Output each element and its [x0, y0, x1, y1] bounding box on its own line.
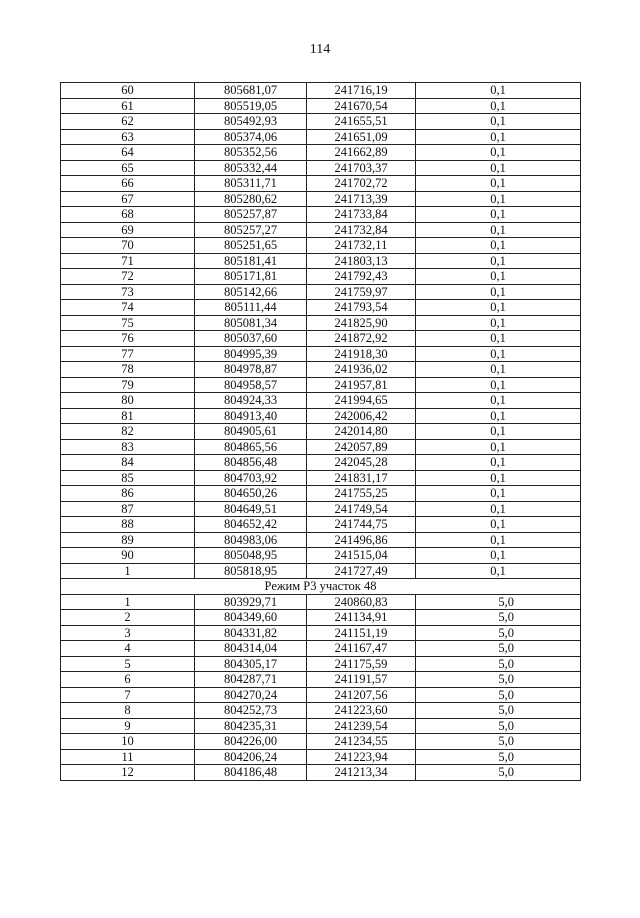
value-cell: 5,0	[416, 734, 581, 750]
table-row	[61, 145, 581, 161]
point-number-cell: 12	[61, 765, 195, 781]
x-coordinate-cell: 805374,06	[195, 129, 307, 145]
y-coordinate-cell: 241223,94	[307, 749, 416, 765]
y-coordinate-cell: 241793,54	[307, 300, 416, 316]
y-coordinate-cell: 241662,89	[307, 145, 416, 161]
y-coordinate-cell: 241733,84	[307, 207, 416, 223]
table-row	[61, 284, 581, 300]
y-coordinate-cell: 241207,56	[307, 687, 416, 703]
point-number-cell: 78	[61, 362, 195, 378]
value-cell: 0,1	[416, 393, 581, 409]
y-coordinate-cell: 241716,19	[307, 83, 416, 99]
point-number-cell: 82	[61, 424, 195, 440]
point-number-cell: 65	[61, 160, 195, 176]
x-coordinate-cell: 804995,39	[195, 346, 307, 362]
x-coordinate-cell: 804865,56	[195, 439, 307, 455]
y-coordinate-cell: 241759,97	[307, 284, 416, 300]
value-cell: 5,0	[416, 672, 581, 688]
y-coordinate-cell: 241994,65	[307, 393, 416, 409]
value-cell: 5,0	[416, 718, 581, 734]
y-coordinate-cell: 241703,37	[307, 160, 416, 176]
value-cell: 0,1	[416, 222, 581, 238]
table-row	[61, 532, 581, 548]
point-number-cell: 7	[61, 687, 195, 703]
point-number-cell: 81	[61, 408, 195, 424]
x-coordinate-cell: 804856,48	[195, 455, 307, 471]
table-row	[61, 377, 581, 393]
y-coordinate-cell: 241792,43	[307, 269, 416, 285]
point-number-cell: 2	[61, 610, 195, 626]
table-row	[61, 765, 581, 781]
point-number-cell: 61	[61, 98, 195, 114]
y-coordinate-cell: 241239,54	[307, 718, 416, 734]
section-row	[61, 579, 581, 595]
value-cell: 0,1	[416, 253, 581, 269]
y-coordinate-cell: 241732,84	[307, 222, 416, 238]
page-number: 114	[309, 42, 331, 57]
table-row	[61, 160, 581, 176]
y-coordinate-cell: 241872,92	[307, 331, 416, 347]
x-coordinate-cell: 805332,44	[195, 160, 307, 176]
table-row	[61, 718, 581, 734]
x-coordinate-cell: 804913,40	[195, 408, 307, 424]
value-cell: 0,1	[416, 517, 581, 533]
point-number-cell: 89	[61, 532, 195, 548]
table-body-part1	[61, 83, 581, 579]
point-number-cell: 79	[61, 377, 195, 393]
value-cell: 0,1	[416, 331, 581, 347]
x-coordinate-cell: 803929,71	[195, 594, 307, 610]
y-coordinate-cell: 242045,28	[307, 455, 416, 471]
y-coordinate-cell: 241918,30	[307, 346, 416, 362]
point-number-cell: 80	[61, 393, 195, 409]
table-row	[61, 734, 581, 750]
point-number-cell: 5	[61, 656, 195, 672]
point-number-cell: 72	[61, 269, 195, 285]
x-coordinate-cell: 805037,60	[195, 331, 307, 347]
x-coordinate-cell: 804905,61	[195, 424, 307, 440]
table-row	[61, 408, 581, 424]
value-cell: 0,1	[416, 362, 581, 378]
y-coordinate-cell: 241727,49	[307, 563, 416, 579]
value-cell: 0,1	[416, 455, 581, 471]
point-number-cell: 63	[61, 129, 195, 145]
y-coordinate-cell: 241234,55	[307, 734, 416, 750]
value-cell: 5,0	[416, 594, 581, 610]
table-row	[61, 486, 581, 502]
y-coordinate-cell: 241702,72	[307, 176, 416, 192]
x-coordinate-cell: 804270,24	[195, 687, 307, 703]
y-coordinate-cell: 241655,51	[307, 114, 416, 130]
x-coordinate-cell: 804331,82	[195, 625, 307, 641]
value-cell: 0,1	[416, 114, 581, 130]
x-coordinate-cell: 804235,31	[195, 718, 307, 734]
point-number-cell: 1	[61, 563, 195, 579]
table-row	[61, 548, 581, 564]
value-cell: 5,0	[416, 703, 581, 719]
table-row	[61, 83, 581, 99]
table-row	[61, 610, 581, 626]
value-cell: 0,1	[416, 129, 581, 145]
x-coordinate-cell: 804983,06	[195, 532, 307, 548]
value-cell: 0,1	[416, 486, 581, 502]
table-row	[61, 315, 581, 331]
x-coordinate-cell: 804703,92	[195, 470, 307, 486]
y-coordinate-cell: 240860,83	[307, 594, 416, 610]
y-coordinate-cell: 241191,57	[307, 672, 416, 688]
x-coordinate-cell: 804287,71	[195, 672, 307, 688]
value-cell: 5,0	[416, 641, 581, 657]
x-coordinate-cell: 805181,41	[195, 253, 307, 269]
x-coordinate-cell: 805081,34	[195, 315, 307, 331]
x-coordinate-cell: 804314,04	[195, 641, 307, 657]
y-coordinate-cell: 241151,19	[307, 625, 416, 641]
table-row	[61, 455, 581, 471]
x-coordinate-cell: 805311,71	[195, 176, 307, 192]
table-row	[61, 625, 581, 641]
x-coordinate-cell: 805519,05	[195, 98, 307, 114]
value-cell: 0,1	[416, 160, 581, 176]
point-number-cell: 73	[61, 284, 195, 300]
point-number-cell: 69	[61, 222, 195, 238]
point-number-cell: 62	[61, 114, 195, 130]
y-coordinate-cell: 241651,09	[307, 129, 416, 145]
point-number-cell: 67	[61, 191, 195, 207]
value-cell: 5,0	[416, 610, 581, 626]
x-coordinate-cell: 805142,66	[195, 284, 307, 300]
y-coordinate-cell: 241825,90	[307, 315, 416, 331]
table-row	[61, 129, 581, 145]
table-row	[61, 594, 581, 610]
point-number-cell: 6	[61, 672, 195, 688]
value-cell: 0,1	[416, 191, 581, 207]
value-cell: 0,1	[416, 408, 581, 424]
table-row	[61, 98, 581, 114]
table-row	[61, 238, 581, 254]
y-coordinate-cell: 241175,59	[307, 656, 416, 672]
y-coordinate-cell: 241957,81	[307, 377, 416, 393]
table-row	[61, 672, 581, 688]
x-coordinate-cell: 804206,24	[195, 749, 307, 765]
value-cell: 0,1	[416, 176, 581, 192]
point-number-cell: 70	[61, 238, 195, 254]
table-row	[61, 501, 581, 517]
x-coordinate-cell: 804305,17	[195, 656, 307, 672]
point-number-cell: 75	[61, 315, 195, 331]
y-coordinate-cell: 241223,60	[307, 703, 416, 719]
point-number-cell: 10	[61, 734, 195, 750]
coordinates-table	[60, 82, 581, 781]
point-number-cell: 86	[61, 486, 195, 502]
x-coordinate-cell: 805251,65	[195, 238, 307, 254]
x-coordinate-cell: 805681,07	[195, 83, 307, 99]
table-row	[61, 300, 581, 316]
point-number-cell: 60	[61, 83, 195, 99]
table-row	[61, 687, 581, 703]
y-coordinate-cell: 241213,34	[307, 765, 416, 781]
value-cell: 0,1	[416, 145, 581, 161]
section-header-body	[61, 579, 581, 595]
x-coordinate-cell: 804252,73	[195, 703, 307, 719]
point-number-cell: 66	[61, 176, 195, 192]
value-cell: 0,1	[416, 315, 581, 331]
x-coordinate-cell: 805280,62	[195, 191, 307, 207]
y-coordinate-cell: 241755,25	[307, 486, 416, 502]
value-cell: 0,1	[416, 284, 581, 300]
section-title: Режим Р3 участок 48	[61, 579, 581, 595]
x-coordinate-cell: 804649,51	[195, 501, 307, 517]
point-number-cell: 90	[61, 548, 195, 564]
table-row	[61, 393, 581, 409]
x-coordinate-cell: 804958,57	[195, 377, 307, 393]
table-row	[61, 191, 581, 207]
value-cell: 5,0	[416, 687, 581, 703]
point-number-cell: 1	[61, 594, 195, 610]
y-coordinate-cell: 242057,89	[307, 439, 416, 455]
value-cell: 0,1	[416, 439, 581, 455]
value-cell: 0,1	[416, 207, 581, 223]
table-row	[61, 346, 581, 362]
point-number-cell: 77	[61, 346, 195, 362]
y-coordinate-cell: 242014,80	[307, 424, 416, 440]
x-coordinate-cell: 804650,26	[195, 486, 307, 502]
value-cell: 0,1	[416, 501, 581, 517]
table-row	[61, 253, 581, 269]
x-coordinate-cell: 804226,00	[195, 734, 307, 750]
x-coordinate-cell: 804349,60	[195, 610, 307, 626]
value-cell: 0,1	[416, 377, 581, 393]
table-body-part2	[61, 594, 581, 780]
point-number-cell: 83	[61, 439, 195, 455]
value-cell: 0,1	[416, 98, 581, 114]
value-cell: 0,1	[416, 346, 581, 362]
y-coordinate-cell: 241732,11	[307, 238, 416, 254]
table-row	[61, 362, 581, 378]
value-cell: 0,1	[416, 269, 581, 285]
x-coordinate-cell: 804186,48	[195, 765, 307, 781]
y-coordinate-cell: 241496,86	[307, 532, 416, 548]
point-number-cell: 11	[61, 749, 195, 765]
y-coordinate-cell: 241936,02	[307, 362, 416, 378]
point-number-cell: 71	[61, 253, 195, 269]
table-row	[61, 114, 581, 130]
x-coordinate-cell: 805818,95	[195, 563, 307, 579]
point-number-cell: 87	[61, 501, 195, 517]
y-coordinate-cell: 241749,54	[307, 501, 416, 517]
point-number-cell: 4	[61, 641, 195, 657]
point-number-cell: 76	[61, 331, 195, 347]
x-coordinate-cell: 804978,87	[195, 362, 307, 378]
table-row	[61, 207, 581, 223]
table-row	[61, 517, 581, 533]
table-row	[61, 222, 581, 238]
x-coordinate-cell: 805111,44	[195, 300, 307, 316]
point-number-cell: 74	[61, 300, 195, 316]
value-cell: 5,0	[416, 625, 581, 641]
value-cell: 5,0	[416, 749, 581, 765]
x-coordinate-cell: 805257,27	[195, 222, 307, 238]
table-row	[61, 424, 581, 440]
table-row	[61, 749, 581, 765]
table-row	[61, 656, 581, 672]
x-coordinate-cell: 805048,95	[195, 548, 307, 564]
value-cell: 0,1	[416, 238, 581, 254]
point-number-cell: 68	[61, 207, 195, 223]
point-number-cell: 3	[61, 625, 195, 641]
y-coordinate-cell: 241167,47	[307, 641, 416, 657]
table-row	[61, 176, 581, 192]
table-row	[61, 703, 581, 719]
point-number-cell: 64	[61, 145, 195, 161]
y-coordinate-cell: 241713,39	[307, 191, 416, 207]
point-number-cell: 88	[61, 517, 195, 533]
x-coordinate-cell: 805492,93	[195, 114, 307, 130]
value-cell: 0,1	[416, 563, 581, 579]
table-row	[61, 269, 581, 285]
table-row	[61, 331, 581, 347]
value-cell: 0,1	[416, 83, 581, 99]
value-cell: 0,1	[416, 470, 581, 486]
value-cell: 0,1	[416, 532, 581, 548]
table-row	[61, 641, 581, 657]
value-cell: 0,1	[416, 548, 581, 564]
y-coordinate-cell: 241670,54	[307, 98, 416, 114]
x-coordinate-cell: 805352,56	[195, 145, 307, 161]
table-row	[61, 470, 581, 486]
value-cell: 5,0	[416, 656, 581, 672]
value-cell: 5,0	[416, 765, 581, 781]
point-number-cell: 9	[61, 718, 195, 734]
table-row	[61, 563, 581, 579]
y-coordinate-cell: 241803,13	[307, 253, 416, 269]
x-coordinate-cell: 804652,42	[195, 517, 307, 533]
y-coordinate-cell: 241134,91	[307, 610, 416, 626]
point-number-cell: 84	[61, 455, 195, 471]
value-cell: 0,1	[416, 424, 581, 440]
value-cell: 0,1	[416, 300, 581, 316]
x-coordinate-cell: 804924,33	[195, 393, 307, 409]
y-coordinate-cell: 242006,42	[307, 408, 416, 424]
x-coordinate-cell: 805171,81	[195, 269, 307, 285]
y-coordinate-cell: 241831,17	[307, 470, 416, 486]
table-row	[61, 439, 581, 455]
y-coordinate-cell: 241744,75	[307, 517, 416, 533]
point-number-cell: 8	[61, 703, 195, 719]
point-number-cell: 85	[61, 470, 195, 486]
x-coordinate-cell: 805257,87	[195, 207, 307, 223]
y-coordinate-cell: 241515,04	[307, 548, 416, 564]
